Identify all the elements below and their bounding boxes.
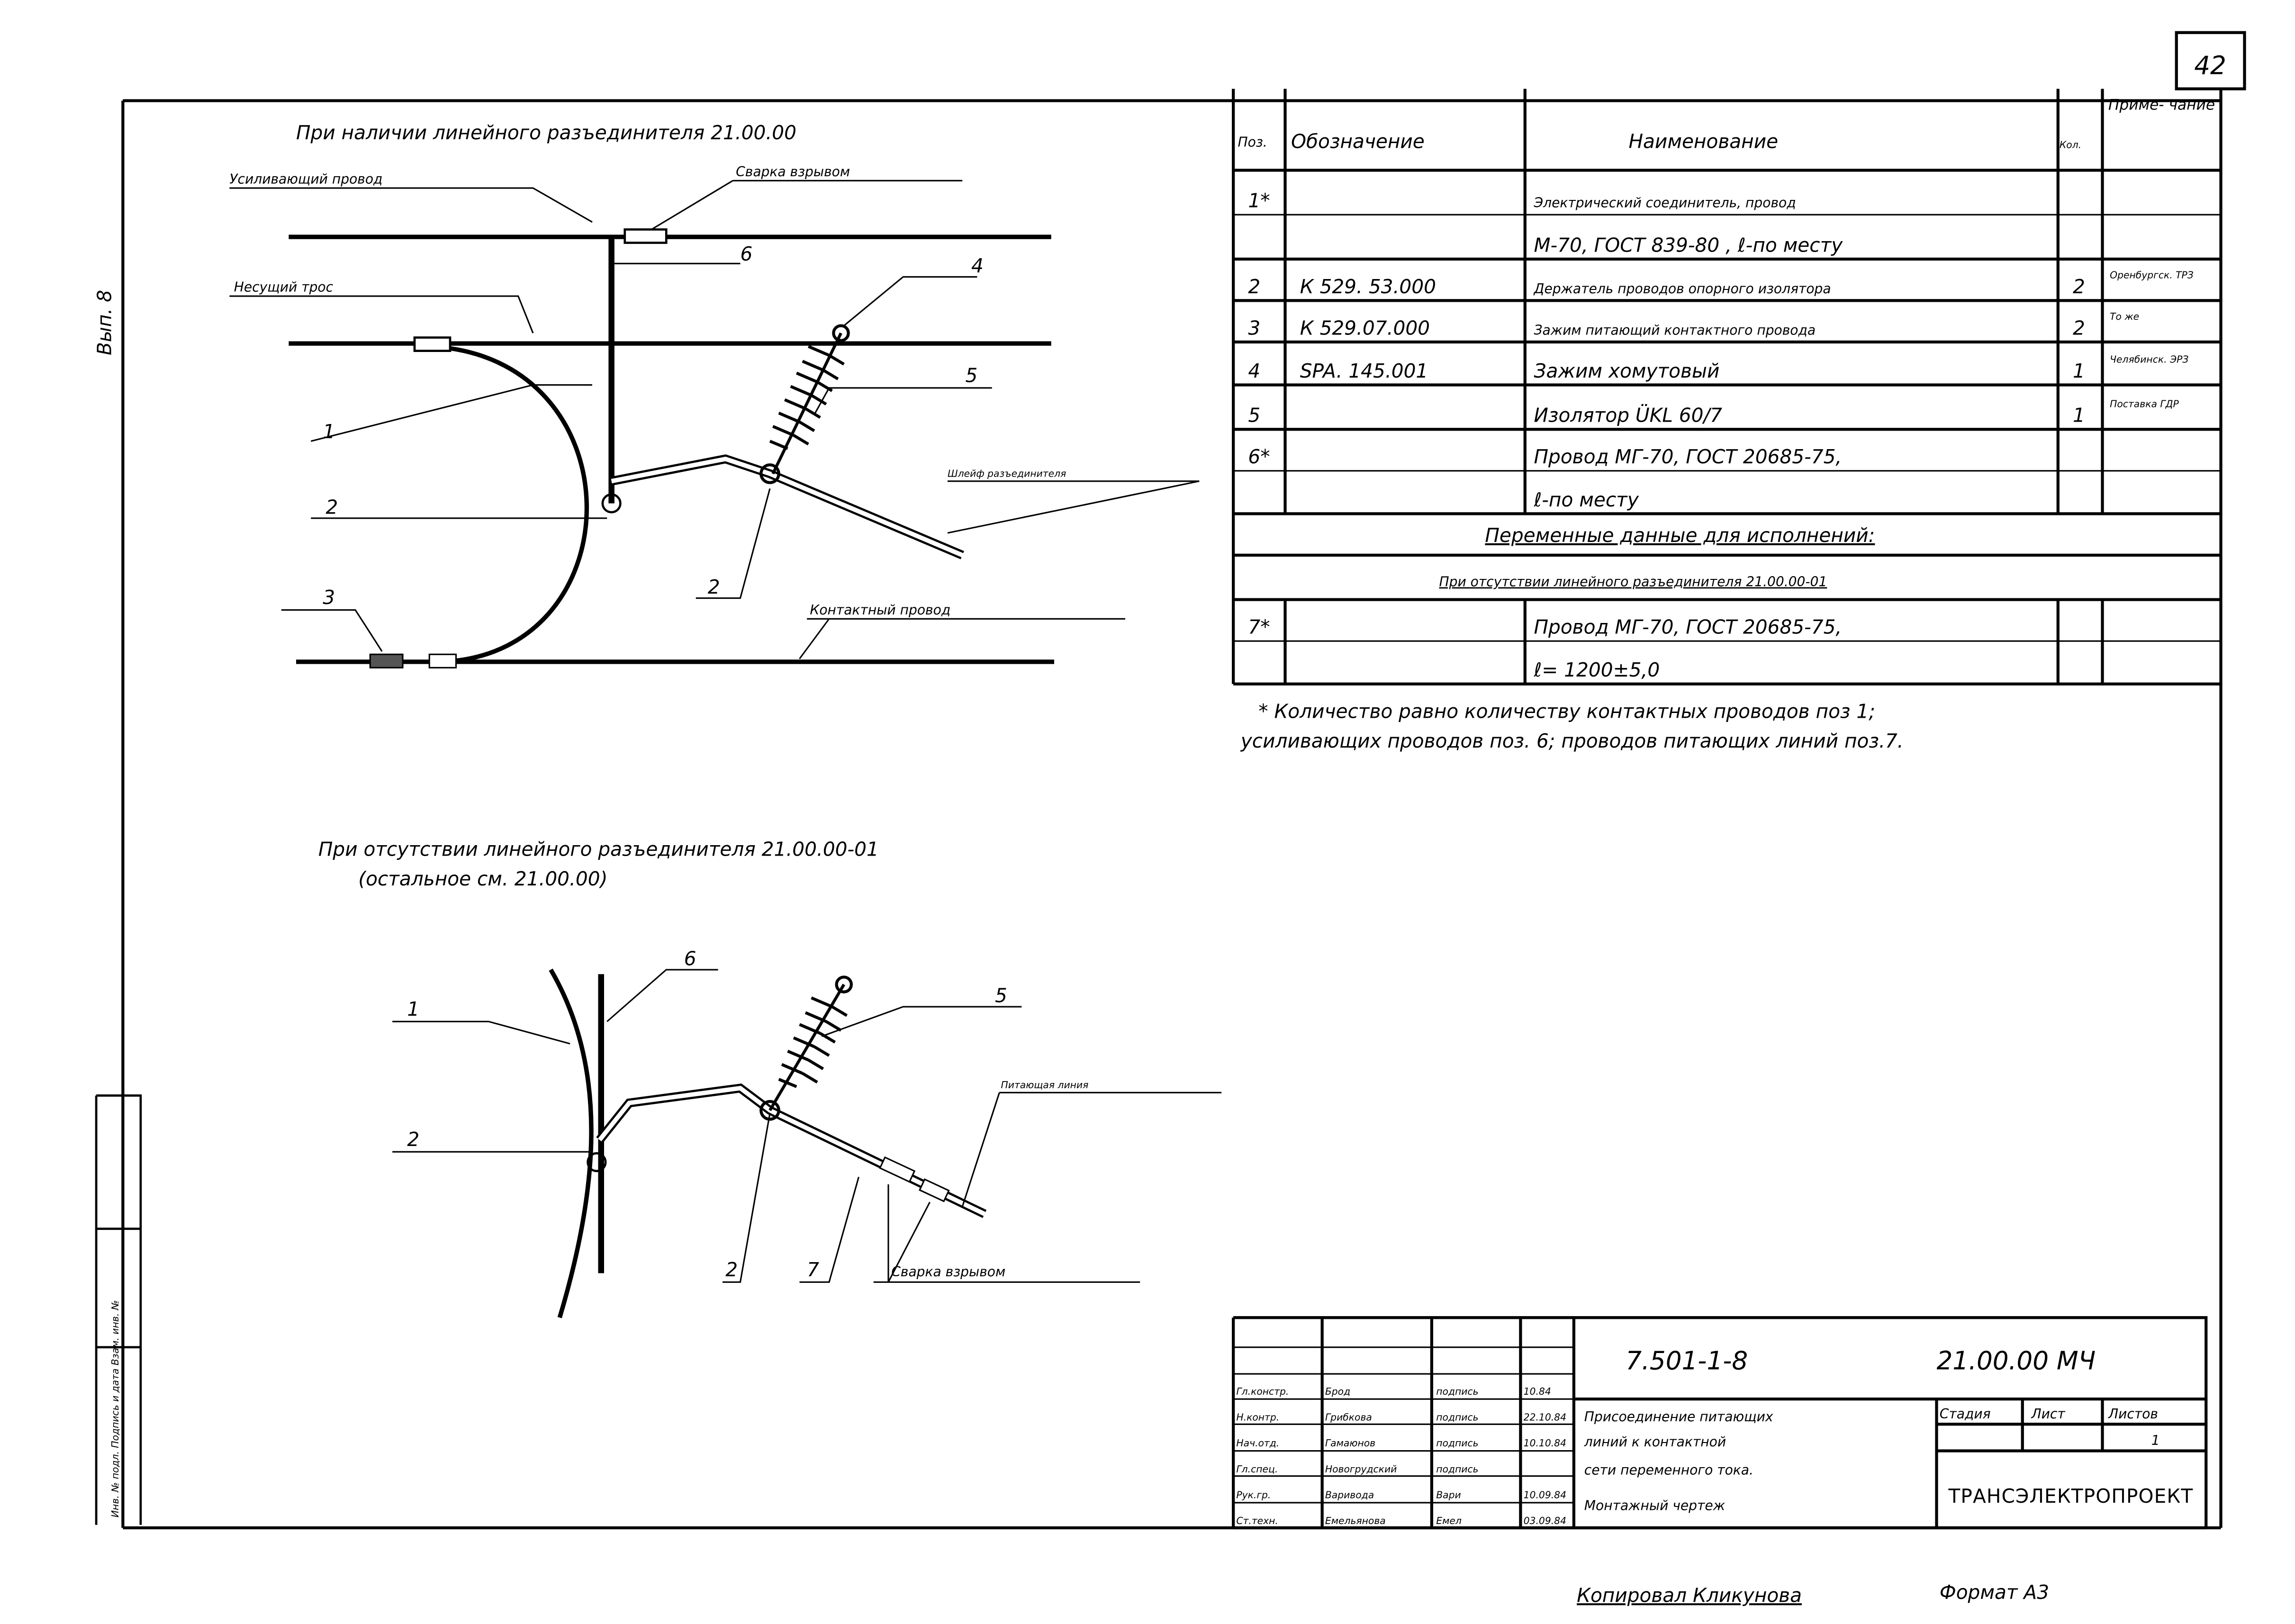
row-qty: 2: [2073, 316, 2085, 340]
row-pos: 7*: [1248, 615, 1270, 639]
row-designation: К 529. 53.000: [1300, 275, 1436, 298]
callout: 1: [323, 420, 335, 443]
side-stamp-text: Инв. № подл. Подпись и дата Взам. инв. №: [109, 1300, 121, 1518]
doc-code: 7.501-1-8: [1626, 1346, 1748, 1376]
signer-date: 03.09.84: [1523, 1515, 1567, 1527]
title-block: [1233, 1317, 2206, 1528]
callout: 3: [323, 586, 335, 609]
signer-role: Рук.гр.: [1236, 1489, 1271, 1501]
callout: 4: [971, 254, 984, 277]
header-pos: Поз.: [1238, 134, 1267, 150]
callout: 5: [965, 364, 978, 387]
header-note: Приме- чание: [2108, 98, 2215, 114]
weld-sleeve: [920, 1179, 949, 1201]
callout: 6: [740, 243, 753, 265]
row-name: Зажим хомутовый: [1534, 359, 1720, 382]
connector-wire: [429, 346, 587, 662]
sheet-label: Лист: [2031, 1406, 2065, 1422]
sheet-frame: [123, 89, 2221, 1528]
signer-signature: подпись: [1436, 1411, 1479, 1423]
signer-name: Варивода: [1325, 1489, 1374, 1501]
callout: 1: [407, 997, 420, 1020]
signer-name: Брод: [1325, 1385, 1351, 1397]
row-qty: 1: [2073, 359, 2085, 382]
sheets-label: Листов: [2108, 1406, 2158, 1422]
callout: 6: [684, 947, 696, 970]
weld-sleeve: [880, 1157, 914, 1182]
diagram1-title: При наличии линейного разъединителя 21.00.00: [296, 121, 796, 144]
signer-signature: подпись: [1436, 1437, 1479, 1449]
row-note: Челябинск. ЭРЗ: [2110, 353, 2189, 365]
signer-date: 10.10.84: [1523, 1437, 1567, 1449]
clamp: [415, 338, 450, 351]
signer-name: Новогрудский: [1325, 1463, 1397, 1475]
row-note: Поставка ГДР: [2110, 398, 2179, 410]
footnote-line-1: * Количество равно количеству контактных проводов поз 1;: [1258, 700, 1875, 723]
row-pos: 3: [1248, 316, 1261, 340]
title-line: Монтажный чертеж: [1584, 1498, 1726, 1514]
title-line: сети переменного тока.: [1584, 1462, 1753, 1478]
signer-name: Гамаюнов: [1325, 1437, 1376, 1449]
contact-wire: [551, 970, 592, 1317]
organization: ТРАНСЭЛЕКТРОПРОЕКТ: [1948, 1484, 2193, 1507]
variant-header: При отсутствии линейного разъединителя 21.00.00-01: [1439, 574, 1827, 590]
signer-role: Гл.констр.: [1236, 1385, 1289, 1397]
header-qty: Кол.: [2059, 139, 2082, 151]
variable-data-header: Переменные данные для исполнений:: [1485, 523, 1875, 547]
callout: 2: [407, 1128, 420, 1151]
row-name: ℓ= 1200±5,0: [1534, 659, 1660, 682]
row-name: Изолятор ÜKL 60/7: [1534, 404, 1722, 427]
signer-role: Н.контр.: [1236, 1411, 1280, 1423]
label-feeder-line: Питающая линия: [1001, 1079, 1089, 1091]
callout: 2: [707, 576, 720, 599]
label-explosion-welding: Сварка взрывом: [891, 1263, 1006, 1280]
signer-signature: подпись: [1436, 1385, 1479, 1397]
insulator: [761, 326, 848, 483]
row-designation: К 529.07.000: [1300, 316, 1430, 340]
signer-role: Нач.отд.: [1236, 1437, 1280, 1449]
feeder-clamp: [370, 654, 403, 668]
row-note: То же: [2110, 311, 2140, 322]
signer-date: 22.10.84: [1523, 1411, 1567, 1423]
signer-signature: Вари: [1436, 1489, 1461, 1501]
signer-signature: Емел: [1436, 1515, 1462, 1527]
signer-role: Ст.техн.: [1236, 1515, 1278, 1527]
label-reinforcing-wire: Усиливающий провод: [229, 171, 383, 187]
callout: 7: [807, 1258, 819, 1281]
footnote-line-2: усиливающих проводов поз. 6; проводов питающих линий поз.7.: [1240, 730, 1904, 753]
title-line: линий к контактной: [1584, 1434, 1726, 1450]
feeder-loop: [600, 1088, 985, 1214]
weld-sleeve: [625, 229, 667, 243]
row-qty: 2: [2073, 275, 2085, 298]
signer-name: Грибкова: [1325, 1411, 1372, 1423]
sheet-number: 42: [2194, 51, 2226, 81]
row-name: Держатель проводов опорного изолятора: [1534, 280, 1831, 297]
diagram-without-disconnector: [318, 838, 1221, 1317]
sheets-value: 1: [2151, 1433, 2160, 1448]
spec-table: [1233, 89, 2221, 753]
label-messenger: Несущий трос: [234, 279, 334, 295]
copied-by: Копировал Кликунова: [1577, 1584, 1802, 1607]
row-pos: 1*: [1248, 189, 1270, 212]
signer-date: 10.84: [1523, 1385, 1551, 1397]
row-pos: 2: [1248, 275, 1261, 298]
label-disconnector-loop: Шлейф разъединителя: [948, 468, 1066, 479]
diagram2-title: При отсутствии линейного разъединителя 21.00.00-01: [318, 838, 879, 861]
title-line: Присоединение питающих: [1584, 1409, 1773, 1425]
row-name: ℓ-по месту: [1534, 488, 1639, 511]
row-name: Провод МГ-70, ГОСТ 20685-75,: [1534, 615, 1842, 639]
signer-role: Гл.спец.: [1236, 1463, 1278, 1475]
header-designation: Обозначение: [1291, 130, 1425, 153]
row-name: М-70, ГОСТ 839-80 , ℓ-по месту: [1534, 234, 1843, 257]
signer-name: Емельянова: [1325, 1515, 1386, 1527]
row-pos: 4: [1248, 359, 1261, 382]
row-name: Зажим питающий контактного провода: [1534, 322, 1816, 338]
callout: 5: [995, 984, 1007, 1007]
signer-signature: подпись: [1436, 1463, 1479, 1475]
row-name: Электрический соединитель, провод: [1534, 195, 1796, 211]
diagram2-subtitle: (остальное см. 21.00.00): [358, 867, 608, 890]
disconnector-loop: [612, 459, 963, 555]
row-pos: 6*: [1248, 445, 1270, 469]
insulator: [761, 977, 851, 1119]
drawing-code: 21.00.00 МЧ: [1936, 1346, 2096, 1376]
signer-date: 10.09.84: [1523, 1489, 1567, 1501]
row-name: Провод МГ-70, ГОСТ 20685-75,: [1534, 445, 1842, 469]
row-designation: SPA. 145.001: [1300, 359, 1428, 382]
callout: 2: [725, 1258, 738, 1281]
diagram-with-disconnector: [229, 121, 1199, 668]
issue-label: Вып. 8: [93, 289, 116, 355]
stage-label: Стадия: [1939, 1406, 1991, 1422]
header-name: Наименование: [1628, 130, 1779, 153]
row-qty: 1: [2073, 404, 2085, 427]
row-note: Оренбургск. ТРЗ: [2110, 269, 2194, 281]
label-contact-wire: Контактный провод: [810, 602, 951, 618]
clamp: [429, 654, 456, 668]
callout: 2: [325, 496, 338, 519]
label-explosion-welding: Сварка взрывом: [736, 163, 850, 180]
paper-format: Формат А3: [1939, 1581, 2050, 1604]
row-pos: 5: [1248, 404, 1261, 427]
